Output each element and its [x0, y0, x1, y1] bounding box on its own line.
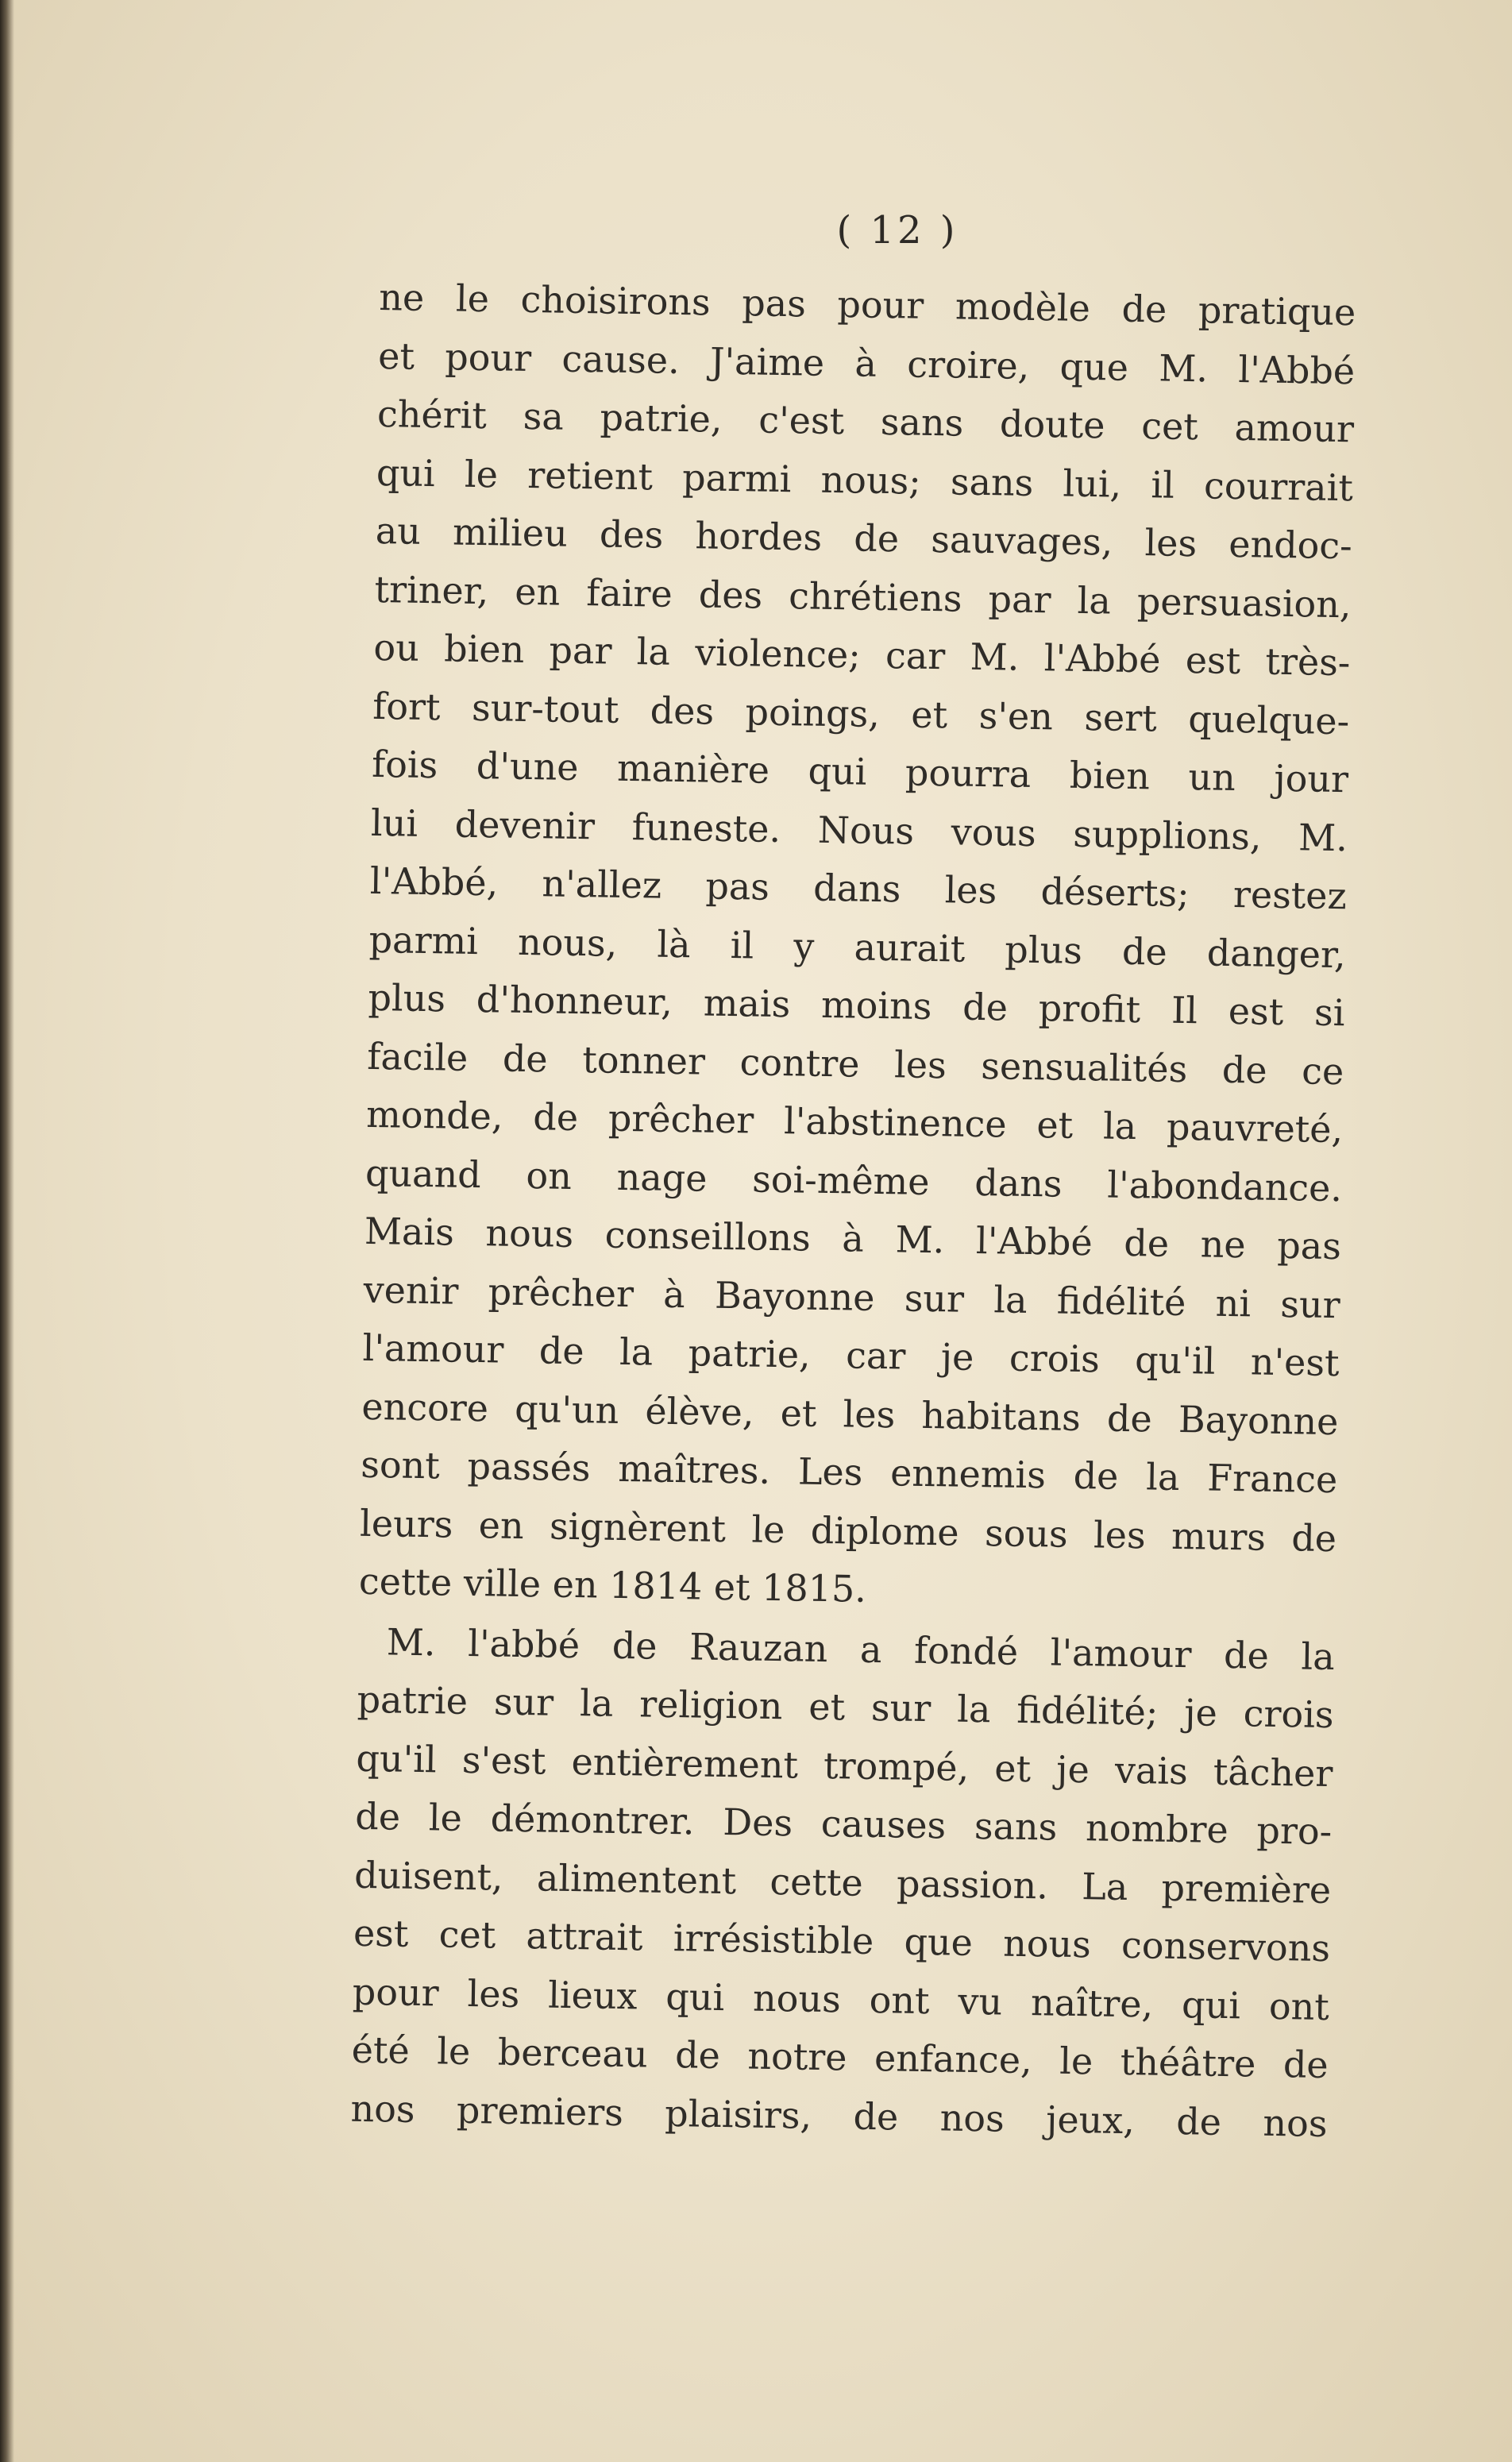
text-line: leurs en signèrent le diplome sous les murs de	[359, 1501, 1337, 1560]
binding-shadow	[0, 0, 14, 2462]
text-line: chérit sa patrie, c'est sans doute cet amour	[376, 392, 1355, 451]
text-line: triner, en faire des chrétiens par la persuasion,	[374, 567, 1352, 626]
text-line: plus d'honneur, mais moins de profit Il est si	[368, 975, 1345, 1035]
text-line: est cet attrait irrésistible que nous conservons	[353, 1911, 1331, 1970]
text-line: fort sur-tout des poings, et s'en sert quelque-	[372, 684, 1350, 743]
text-line: et pour cause. J'aime à croire, que M. l'Abbé	[377, 334, 1356, 392]
text-line: cette ville en 1814 et 1815.	[358, 1559, 867, 1611]
text-line: venir prêcher à Bayonne sur la fidélité ni sur	[363, 1268, 1341, 1326]
text-line: facile de tonner contre les sensualités de ce	[367, 1034, 1344, 1093]
text-line: M. l'abbé de Rauzan a fondé l'amour de la	[386, 1619, 1336, 1678]
text-line: été le berceau de notre enfance, le théâtre de	[351, 2028, 1329, 2087]
text-line: monde, de prêcher l'abstinence et la pauvreté,	[365, 1092, 1344, 1152]
text-line: sont passés maîtres. Les ennemis de la France	[360, 1442, 1338, 1502]
text-line: ne le choisirons pas pour modèle de pratique	[379, 275, 1356, 334]
page-number: ( 12 )	[836, 208, 958, 253]
text-line: Mais nous conseillons à M. l'Abbé de ne pas	[364, 1209, 1342, 1268]
text-line: encore qu'un élève, et les habitans de Bayonne	[361, 1384, 1339, 1443]
text-line: patrie sur la religion et sur la fidélité; je crois	[357, 1677, 1334, 1737]
text-line: pour les lieux qui nous ont vu naître, qui ont	[352, 1970, 1330, 2028]
text-line: fois d'une manière qui pourra bien un jour	[371, 742, 1349, 801]
text-line: qui le retient parmi nous; sans lui, il courrait	[376, 450, 1354, 509]
text-line: de le démontrer. Des causes sans nombre pro-	[354, 1794, 1333, 1854]
text-line: lui devenir funeste. Nous vous supplions, M.	[370, 801, 1348, 859]
text-line: ou bien par la violence; car M. l'Abbé est très-	[373, 625, 1351, 685]
body-text	[350, 268, 1356, 2153]
text-line: l'Abbé, n'allez pas dans les déserts; restez	[369, 859, 1348, 918]
text-line: l'amour de la patrie, car je crois qu'il n'est	[362, 1326, 1340, 1385]
text-line: parmi nous, là il y aurait plus de danger,	[368, 917, 1347, 976]
text-line: au milieu des hordes de sauvages, les endoc-	[375, 508, 1353, 568]
text-line: duisent, alimentent cette passion. La première	[353, 1853, 1332, 1912]
text-line: quand on nage soi-même dans l'abondance.	[364, 1151, 1343, 1210]
text-line: nos premiers plaisirs, de nos jeux, de nos	[350, 2086, 1328, 2145]
text-line: qu'il s'est entièrement trompé, et je vais tâcher	[356, 1736, 1333, 1795]
